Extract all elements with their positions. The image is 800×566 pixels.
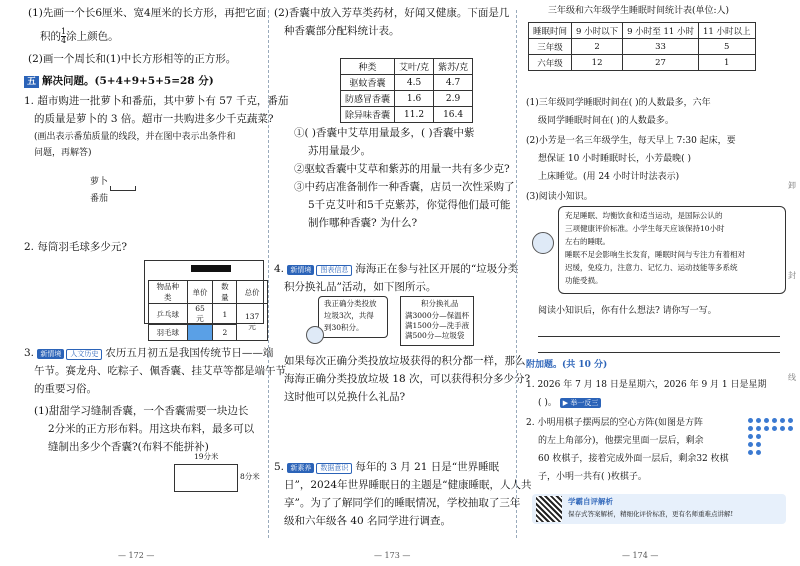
chess-piece-dot	[780, 418, 785, 423]
gift-title: 积分换礼品	[421, 299, 459, 308]
cloth-height-label: 8分米	[240, 472, 260, 481]
table-cell: 防感冒香囊	[341, 91, 395, 107]
r2-line1: (2)小芳是一名三年级学生，每天早上 7:30 起床，要	[526, 136, 736, 146]
table-cell: 1	[213, 304, 237, 325]
sleep-table-title: 三年级和六年级学生睡眠时间统计表(单位:人)	[548, 6, 730, 16]
table-cell: 137元	[237, 304, 268, 341]
table-cell: 9 小时至 11 小时	[623, 23, 699, 39]
bubble-line2: 垃圾3次，共得	[324, 311, 374, 320]
shop-table	[148, 280, 268, 341]
q-draw-line2	[40, 28, 119, 45]
q2-text: 2. 每筒羽毛球多少元?	[24, 241, 127, 253]
fraction-numerator: 1	[61, 27, 67, 36]
qr-banner	[532, 494, 786, 524]
r1-line1: (1)三年级同学睡眠时间在( )的人数最多，六年	[526, 98, 711, 108]
q3-number: 3.	[24, 347, 35, 359]
tip-box	[558, 206, 786, 294]
q-draw-line3: (2)画一个周长和(1)中长方形相等的正方形。	[28, 53, 237, 65]
table-cell: 4.7	[434, 75, 473, 91]
chess-piece-dot	[748, 434, 753, 439]
table-cell: 27	[623, 55, 699, 71]
table-cell: 种类	[341, 59, 395, 75]
b2-line3: 60 枚棋子，接着完成外面一层后，剩余32 枚棋	[538, 454, 729, 464]
chess-piece-dot	[748, 442, 753, 447]
table-cell: 物品种类	[149, 281, 188, 304]
table-cell: 除异味香囊	[341, 107, 395, 123]
c-line2: 5千克艾叶和5千克紫苏，你觉得他们最可能	[308, 199, 511, 211]
fraction-denominator: 4	[61, 36, 67, 45]
section-title	[24, 74, 214, 89]
chess-piece-dot	[764, 426, 769, 431]
board-black-bar	[191, 265, 231, 272]
a-line2: 苏用量最少。	[308, 145, 371, 157]
q3-line4: (1)甜甜学习缝制香囊，一个香囊需要一块边长	[34, 405, 249, 417]
q4-line3: 如果每次正确分类投放垃圾获得的积分都一样，那么	[284, 355, 526, 367]
r2-line2: 想保证 10 小时睡眠时长，小芳最晚( )	[538, 154, 692, 164]
luobo-segment	[110, 186, 136, 191]
q4-text-a: 海海正在参与社区开展的“垃圾分类	[355, 263, 519, 275]
table-row	[529, 39, 756, 55]
q3-line6: 缝制出多少个香囊?(布料不能拼补)	[48, 441, 209, 453]
q4-line5: 这时他可以兑换什么礼品?	[284, 391, 406, 403]
table-cell: 睡眠时间	[529, 23, 572, 39]
q4-line1	[274, 262, 518, 277]
qr-code[interactable]	[536, 496, 562, 522]
c-line3: 制作哪种香囊? 为什么?	[308, 217, 418, 229]
table-cell: 11 小时以上	[698, 23, 755, 39]
q3-line5: 2分米的正方形布料。用这块布料，最多可以	[48, 423, 255, 435]
column-divider	[268, 10, 269, 538]
table-cell: 33	[623, 39, 699, 55]
b2-line1: 2. 小明用棋子摆两层的空心方阵(如图是方阵	[526, 418, 703, 428]
a-line1: ①( )香囊中艾草用量最多，( )香囊中紫	[294, 127, 475, 139]
table-cell: 紫苏/克	[434, 59, 473, 75]
p-line2: 种香囊部分配料统计表。	[284, 25, 400, 37]
q-draw-line1: (1)先画一个长6厘米、宽4厘米的长方形，再把它面	[28, 7, 267, 19]
answer-line	[538, 352, 780, 353]
table-row	[341, 107, 473, 123]
table-cell: 1	[698, 55, 755, 71]
page-172	[0, 0, 289, 566]
page-number: — 174 —	[622, 551, 659, 560]
q1-line2: 的质量是萝卜的 3 倍。超市一共购进多少千克蔬菜?	[34, 113, 274, 125]
tip-line: 三项健康评价标准。小学生每天应该保持10小时	[565, 224, 725, 233]
tag-data-awareness: 数据意识	[316, 463, 352, 474]
column-divider	[516, 10, 517, 538]
tip-line: 迟缓，免疫力，注意力、记忆力、运动技能等多系统	[565, 263, 738, 272]
c-line1: ③中药店准备制作一种香囊，店员一次性采购了	[294, 181, 515, 193]
table-cell: 9 小时以下	[572, 23, 623, 39]
tip-line: 左右的睡眠。	[565, 237, 610, 246]
table-cell: 2	[572, 39, 623, 55]
gift-item: 满1500分—洗手液	[405, 321, 470, 330]
q5-line3: 享”。为了了解同学们的睡眠情况，学校抽取了三年	[284, 497, 521, 509]
table-row	[341, 59, 473, 75]
q1-line4: 问题，再解答)	[34, 148, 92, 158]
tag-new-context: 新情境	[37, 349, 64, 359]
table-cell: 4.5	[395, 75, 434, 91]
p-line1: (2)香囊中放入芳草类药材，好闻又健康。下面是几	[274, 7, 510, 19]
table-cell: 1.6	[395, 91, 434, 107]
table-cell: 艾叶/克	[395, 59, 434, 75]
chess-piece-dot	[780, 426, 785, 431]
bubble-line1: 我正确分类投放	[324, 299, 377, 308]
answer-line	[538, 336, 780, 337]
tag-example-text: 举一反三	[570, 399, 599, 407]
r2-line3: 上床睡觉。(用 24 小时计时法表示)	[538, 172, 680, 182]
page-174	[518, 0, 800, 566]
table-cell: 12	[572, 55, 623, 71]
table-cell: 六年级	[529, 55, 572, 71]
r4-line: 阅读小知识后，你有什么想法? 请你写一写。	[538, 306, 717, 316]
table-cell: 11.2	[395, 107, 434, 123]
q3-text-a: 农历五月初五是我国传统节日——端	[105, 347, 274, 359]
table-row	[341, 91, 473, 107]
q1-line1: 1. 超市购进一批萝卜和番茄，其中萝卜有 57 千克，番茄	[24, 95, 289, 107]
table-row	[149, 304, 268, 325]
tip-line: 睡眠不足会影响生长发育，睡眠时间与专注力有着相对	[565, 250, 745, 259]
q3-line1	[24, 346, 273, 361]
q4-number: 4.	[274, 263, 285, 275]
q-draw-text-a: 积的	[40, 30, 61, 43]
chess-piece-dot	[772, 426, 777, 431]
q5-number: 5.	[274, 461, 285, 473]
cloth-rect	[174, 464, 238, 492]
q5-line1	[274, 460, 499, 475]
qr-text: 保存式答案解析，精细化评价标准，更有名师重难点讲解!	[568, 510, 734, 518]
b1-line2	[538, 396, 603, 411]
chess-piece-dot	[788, 426, 793, 431]
bonus-title: 附加题。(共 10 分)	[526, 360, 608, 370]
fanqie-label: 番茄	[90, 194, 109, 204]
b2-line2: 的左上角部分)，他摆完里面一层后，剩余	[538, 436, 704, 446]
table-cell: 2.9	[434, 91, 473, 107]
chess-piece-dot	[764, 418, 769, 423]
cloth-width-label: 19分米	[194, 452, 219, 461]
table-row	[341, 75, 473, 91]
gift-item: 满3000分—保温杯	[405, 311, 470, 320]
page-number: — 173 —	[374, 551, 411, 560]
table-row	[149, 281, 268, 304]
table-cell: 5	[698, 39, 755, 55]
tag-example: ▶ 举一反三	[560, 398, 602, 408]
tag-culture: 人文历史	[66, 349, 102, 360]
boy-avatar	[306, 326, 324, 344]
q3-line3: 的重要习俗。	[34, 383, 97, 395]
bubble-line3: 到30积分。	[324, 323, 364, 332]
gift-box	[400, 296, 474, 346]
speech-bubble	[318, 296, 388, 338]
r1-line2: 级同学睡眠时间在( )的人数最多。	[538, 116, 674, 126]
luobo-label: 萝卜	[90, 177, 109, 187]
page-173	[270, 0, 532, 566]
q-draw-text-b: 涂上颜色。	[66, 30, 119, 43]
chess-piece-dot	[748, 426, 753, 431]
table-cell-hidden	[187, 325, 213, 341]
q1-line3: (画出表示番茄质量的线段，并在图中表示出条件和	[34, 132, 236, 142]
tag-chart-info: 图表信息	[316, 265, 352, 276]
section-number: 五	[24, 76, 39, 88]
r3-line: (3)阅读小知识。	[526, 192, 593, 202]
chess-piece-dot	[756, 418, 761, 423]
chess-piece-dot	[748, 450, 753, 455]
table-cell: 65元	[187, 304, 213, 325]
sleep-table	[528, 22, 756, 71]
q3-line2: 午节。赛龙舟、吃粽子、佩香囊、挂艾草等都是端午节	[34, 365, 286, 377]
side-mark: 卸	[788, 181, 796, 190]
table-cell: 羽毛球	[149, 325, 188, 341]
side-mark: 封	[788, 271, 796, 280]
chess-piece-dot	[772, 418, 777, 423]
chess-dots-diagram	[748, 418, 796, 462]
chess-piece-dot	[788, 418, 793, 423]
tip-line: 充足睡眠、均衡饮食和适当运动，是国际公认的	[565, 211, 723, 220]
side-mark: 线	[788, 373, 796, 382]
b2-line4: 子，小明一共有( )枚棋子。	[538, 472, 647, 482]
chess-piece-dot	[756, 426, 761, 431]
q5-text-a: 每年的 3 月 21 日是“世界睡眠	[355, 461, 500, 473]
table-cell: 数量	[213, 281, 237, 304]
table-cell: 乒乓球	[149, 304, 188, 325]
q4-line4: 海海正确分类投放垃圾 18 次，可以获得积分多少分?	[284, 373, 531, 385]
tag-new-context: 新情境	[287, 265, 314, 275]
chess-piece-dot	[748, 418, 753, 423]
table-cell: 总价	[237, 281, 268, 304]
section-title-text: 解决问题。(5+4+9+5+5=28 分)	[42, 75, 214, 87]
table-cell: 驱蚊香囊	[341, 75, 395, 91]
chess-piece-dot	[756, 434, 761, 439]
table-cell: 三年级	[529, 39, 572, 55]
table-cell: 单价	[187, 281, 213, 304]
b1-line1: 1. 2026 年 7 月 18 日是星期六，2026 年 9 月 1 日是星期	[526, 380, 767, 390]
q5-line4: 级和六年级各 40 名同学进行调查。	[284, 515, 452, 527]
q4-line2: 积分换礼品”活动，如下图所示。	[284, 281, 437, 293]
chess-piece-dot	[756, 442, 761, 447]
chess-piece-dot	[756, 450, 761, 455]
girl-avatar	[532, 232, 554, 254]
b1-blank: ( )。	[538, 398, 557, 408]
tag-new-literacy: 新素养	[287, 463, 314, 473]
sachet-table	[340, 58, 473, 123]
page-number: — 172 —	[118, 551, 155, 560]
table-row	[529, 23, 756, 39]
table-cell: 16.4	[434, 107, 473, 123]
q5-line2: 日”，2024年世界睡眠日的主题是“健康睡眠，人人共	[284, 479, 532, 491]
table-cell: 2	[213, 325, 237, 341]
qr-title: 学霸自评解析	[568, 497, 613, 506]
gift-item: 满500分—垃圾袋	[405, 331, 465, 340]
b-line1: ②驱蚊香囊中艾草和紫苏的用量一共有多少克?	[294, 163, 510, 175]
table-row	[529, 55, 756, 71]
tip-line: 功能受损。	[565, 276, 603, 285]
